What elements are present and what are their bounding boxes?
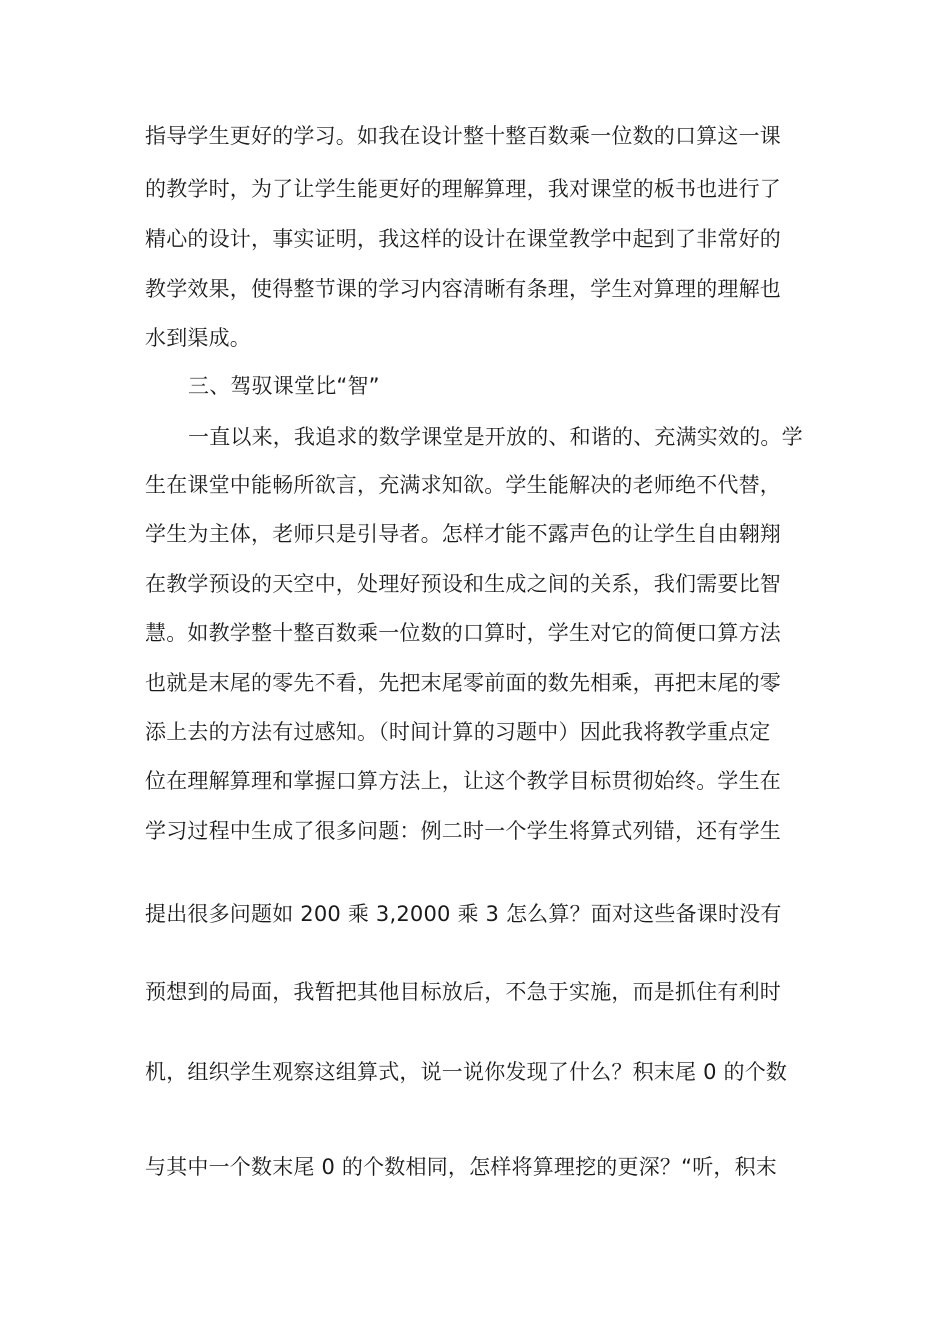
text-line: 精心的设计，事实证明，我这样的设计在课堂教学中起到了非常好的	[145, 227, 781, 251]
text-line: 指导学生更好的学习。如我在设计整十整百数乘一位数的口算这一课	[145, 124, 781, 148]
section-heading: 三、驾驭课堂比“智”	[188, 374, 380, 398]
text-line: 一直以来，我追求的数学课堂是开放的、和谐的、充满实效的。学	[188, 425, 803, 449]
text-line: 教学效果，使得整节课的学习内容清晰有条理，学生对算理的理解也	[145, 277, 781, 301]
text-line: 慧。如教学整十整百数乘一位数的口算时，学生对它的简便口算方法	[145, 621, 781, 645]
text-line: 位在理解算理和掌握口算方法上，让这个教学目标贯彻始终。学生在	[145, 769, 781, 793]
text-line: 预想到的局面，我暂把其他目标放后，不急于实施，而是抓住有利时	[145, 980, 781, 1004]
text-line: 的教学时，为了让学生能更好的理解算理，我对课堂的板书也进行了	[145, 177, 781, 201]
text-line: 学习过程中生成了很多问题：例二时一个学生将算式列错，还有学生	[145, 819, 781, 843]
text-line: 提出很多问题如 200 乘 3,2000 乘 3 怎么算？面对这些备课时没有	[145, 902, 782, 926]
text-line: 机，组织学生观察这组算式，说一说你发现了什么？积末尾 0 的个数	[145, 1060, 788, 1084]
text-line: 学生为主体，老师只是引导者。怎样才能不露声色的让学生自由翱翔	[145, 522, 781, 546]
text-line: 也就是末尾的零先不看，先把末尾零前面的数先相乘，再把末尾的零	[145, 671, 781, 695]
text-line: 添上去的方法有过感知。（时间计算的习题中）因此我将教学重点定	[145, 720, 771, 744]
text-line: 在教学预设的天空中，处理好预设和生成之间的关系，我们需要比智	[145, 572, 781, 596]
text-line: 生在课堂中能畅所欲言，充满求知欲。学生能解决的老师绝不代替，	[145, 473, 781, 497]
text-line: 与其中一个数末尾 0 的个数相同，怎样将算理挖的更深？“听，积末	[145, 1155, 777, 1179]
text-line: 水到渠成。	[145, 326, 251, 350]
